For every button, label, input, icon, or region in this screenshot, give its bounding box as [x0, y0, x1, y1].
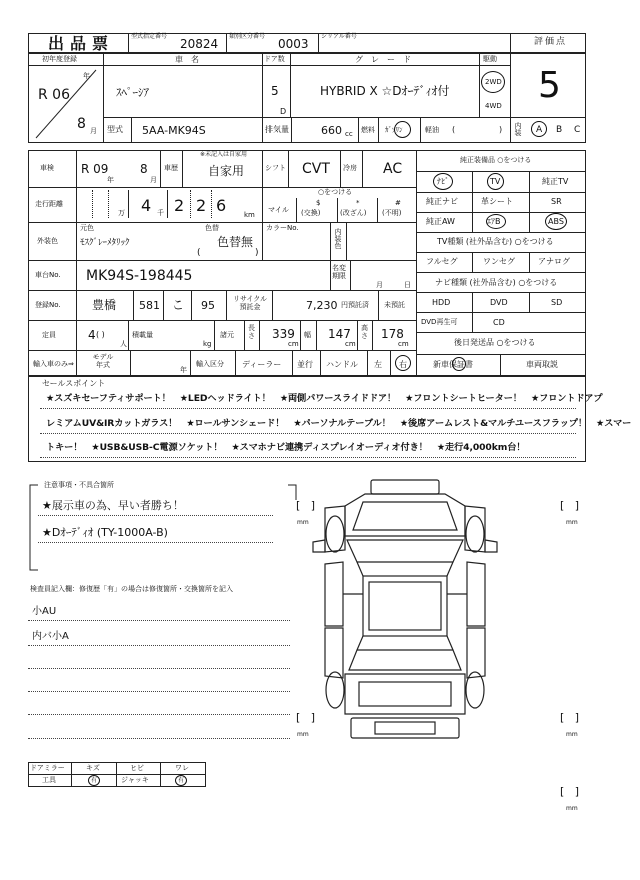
haba-label: 幅 [304, 331, 311, 339]
taka-value: 178 [381, 327, 404, 341]
heiko-label: 並行 [297, 360, 313, 369]
reibo-value: AC [383, 161, 403, 177]
teiin-label: 定員 [42, 331, 56, 339]
notes-line-1: ★展示車の為、早い者勝ち！ [42, 499, 184, 512]
legend-kogu-circle [88, 775, 100, 786]
naiso-b: B [556, 125, 563, 135]
katashiki-value: 20824 [180, 37, 219, 51]
odometer-tsukeru-note: ○をつける [318, 188, 353, 196]
kg-unit: kg [203, 340, 212, 348]
toroku-area: 豊橋 [92, 298, 117, 312]
dealer-label: ディーラー [242, 360, 282, 369]
kokan-symbol: $ [316, 199, 321, 207]
naisoshoku-label: 内装色 [334, 228, 342, 249]
shareki-label: 車歴 [164, 164, 178, 172]
equip-airbag: ｴｱB [487, 217, 501, 226]
shaken-month: 8 [140, 162, 148, 176]
shift-value: CVT [302, 161, 330, 177]
sales-point-line-2: レミアムUV&IRカットガラス！ ★ロールサンシェード！ ★パーソナルテーブル！ ★後席アームレスト&マルチユースフラップ！ ★スマー [46, 418, 632, 429]
equip-kawa-seat: 革シート [481, 197, 513, 206]
naga-value: 339 [272, 327, 295, 341]
dvd-playable-label: DVD再生可 [421, 318, 458, 326]
taka-label: 高さ [361, 324, 368, 340]
soko-label: 走行距離 [35, 200, 63, 208]
naiso-a: A [536, 125, 543, 135]
shadai-value: MK94S-198445 [86, 268, 193, 284]
shinsha-hosho-circle [452, 357, 466, 371]
first-reg-era: R 06 [38, 87, 70, 103]
haikiryo-value: 660 [321, 124, 342, 137]
equip-junsei-aw: 純正AW [426, 217, 455, 226]
haikiryo-label: 排気量 [265, 125, 289, 134]
navi-hdd: HDD [432, 298, 451, 307]
tv-oneseg: ワンセグ [483, 257, 515, 266]
migi-label: 右 [399, 360, 407, 369]
model-nen-unit: 年 [180, 366, 187, 374]
tv-types-title: TV種類 (社外品含む) ○をつける [437, 237, 554, 246]
tire-rl-mm: mm [297, 731, 309, 738]
inspector-title: 検査員記入欄：修復歴「有」の場合は修復箇所・交換箇所を記入 [30, 585, 233, 593]
equip-navi: ﾅﾋﾞ [437, 177, 449, 186]
man-unit: 万 [118, 209, 125, 217]
equip-junsei-navi: 純正ナビ [426, 197, 458, 206]
inspector-line-2: 内バ小A [32, 631, 69, 642]
toroku-num: 95 [201, 299, 215, 312]
sen-unit: 千 [157, 209, 164, 217]
meihen-label: 名変期限 [332, 264, 346, 281]
naga-unit: cm [288, 340, 299, 348]
notes-title: 注意事項・不具合箇所 [44, 481, 114, 489]
mile-label: マイル [268, 206, 289, 214]
legend-hibi: ヒビ [130, 764, 144, 772]
kaizan-label: (改ざん) [340, 209, 367, 217]
teiin-value: 4 [88, 328, 96, 342]
tv-analog: アナログ [538, 257, 570, 266]
door-suffix: D [280, 107, 287, 116]
yunyu-label: 輸入車のみ⇒ [33, 360, 74, 368]
fumei-symbol: # [395, 199, 401, 207]
soko-man-digit: 4 [141, 196, 152, 215]
navi-sd: SD [551, 298, 563, 307]
shamei-label: 車 名 [175, 55, 199, 64]
migi-circle [395, 355, 411, 371]
recycle-unit: 円預託済 [341, 301, 369, 309]
gasoline-label: ｶﾞｿﾘﾝ [385, 126, 403, 134]
drive-2wd-circle [481, 71, 505, 93]
equip-abs-circle [545, 213, 567, 230]
keiyu-label: 軽油 [425, 126, 439, 134]
equip-tv-circle [487, 173, 504, 190]
soko-digit-1: 2 [174, 196, 185, 215]
gaisoshoku-value: ﾓｽｸﾞﾚｰﾒﾀﾘｯｸ [80, 238, 130, 248]
shadai-label: 車台No. [35, 271, 61, 279]
first-reg-nen: 年 [83, 72, 90, 80]
reibo-label: 冷房 [343, 164, 357, 172]
haikiryo-unit: cc [345, 130, 353, 138]
legend-jack-circle [175, 775, 187, 786]
shift-label: シフト [265, 164, 286, 172]
toroku-kana: こ [172, 298, 185, 312]
shaken-label: 車検 [40, 164, 54, 172]
shareki-value: 自家用 [208, 164, 245, 178]
grade-value: HYBRID X ☆Dｵｰﾃﾞｨｵ付 [320, 84, 450, 98]
shinsha-hoshosho: 新車保証書 [433, 360, 473, 369]
fumei-label: (不明) [382, 209, 402, 217]
drive-2wd: 2WD [485, 78, 502, 86]
equip-tv: TV [490, 177, 501, 186]
navi-dvd: DVD [490, 298, 508, 307]
car-body-diagram [305, 478, 505, 748]
gasoline-circle [394, 121, 411, 138]
tire-fl-mm: mm [297, 519, 309, 526]
mitakuzumi-label: 未預託 [384, 301, 405, 309]
teiin-paren: ( ) [96, 330, 105, 339]
grade-label: グ レ ー ド [355, 55, 411, 64]
irokae-value: 色替無 [217, 235, 254, 249]
km-unit: km [244, 211, 255, 219]
sekisai-label: 積載量 [132, 331, 153, 339]
katashiki2-value: 5AA-MK94S [142, 124, 206, 137]
ruibetsu-value: 0003 [278, 37, 309, 51]
legend-jack: ジャッキ [121, 776, 149, 784]
naiso-a-circle [531, 121, 547, 137]
navi-types-title: ナビ種類 (社外品含む) ○をつける [435, 278, 558, 287]
legend-kizu: キズ [86, 764, 100, 772]
yunyu-kubun-label: 輸入区分 [196, 360, 224, 368]
legend-kogu: 工具 [42, 776, 56, 784]
tire-fr-bracket: [ ] [560, 499, 580, 512]
soko-digit-2: 2 [196, 196, 207, 215]
meihen-nichi: 日 [404, 281, 411, 289]
door-value: 5 [271, 84, 279, 98]
hyoka-value: 5 [538, 65, 561, 106]
legend-kogu-ari: 有 [91, 777, 98, 784]
tire-rl-bracket: [ ] [296, 711, 316, 724]
recycle-label: リサイクル預託金 [232, 295, 268, 312]
hyoka-label: 評価点 [534, 37, 568, 47]
tire-fl-bracket: [ ] [296, 499, 316, 512]
naiso-label: 内装 [514, 122, 522, 136]
first-reg-label: 初年度登録 [42, 55, 77, 63]
equip-airbag-circle [486, 214, 506, 229]
equip-navi-circle [433, 173, 453, 190]
tire-fr-mm: mm [566, 519, 578, 526]
kouhi-title: 後日発送品 ○をつける [454, 338, 536, 347]
toroku-class: 581 [139, 299, 160, 312]
meihen-tsuki: 月 [376, 281, 383, 289]
color-no-label: カラーNo. [266, 224, 299, 232]
naga-label: 長さ [248, 324, 255, 340]
notes-line-2: ★Dｵｰﾃﾞｨｵ (TY-1000A-B) [42, 526, 168, 539]
sales-points-title: セールスポイント [42, 379, 106, 388]
shamei-value: ｽﾍﾟｰｼｱ [116, 86, 149, 99]
tire-spare-bracket: [ ] [560, 785, 580, 798]
equip-junsei-tv: 純正TV [542, 177, 569, 186]
haba-value: 147 [328, 327, 351, 341]
inspector-line-1: 小AU [32, 606, 57, 617]
katashiki2-label: 型式 [107, 125, 123, 134]
drive-label: 駆動 [483, 55, 497, 63]
equip-abs: ABS [548, 217, 564, 226]
naiso-c: C [574, 125, 581, 135]
motoiro-label: 元色 [80, 224, 94, 232]
first-reg-tsuki: 月 [90, 127, 97, 135]
nin-unit: 人 [120, 340, 127, 348]
taka-unit: cm [398, 340, 409, 348]
serial-label: シリアル番号 [321, 33, 357, 40]
drive-4wd: 4WD [485, 102, 502, 110]
haba-unit: cm [345, 340, 356, 348]
kokan-label: (交換) [301, 209, 321, 217]
nenryo-label: 燃料 [361, 126, 375, 134]
shaken-tsuki: 月 [150, 176, 157, 184]
shaken-era: R 09 [81, 162, 109, 176]
toroku-label: 登録No. [35, 301, 61, 309]
model-nen-label: モデル年式 [92, 353, 114, 370]
cd-label: CD [493, 318, 505, 327]
shareki-note: ※未記入は自家用 [200, 151, 248, 158]
equipment-title: 純正装備品 ○をつける [460, 156, 532, 164]
legend-ware: ワレ [175, 764, 189, 772]
katashiki-label: 型式指定番号 [131, 33, 168, 40]
sales-point-line-3: トキー！ ★USB&USB-C電源ソケット！ ★スマホナビ連携ディスプレイオーディオ付き！ ★走行4,000km台！ [46, 442, 526, 453]
door-label: ドア数 [264, 55, 285, 63]
shaken-nen: 年 [107, 176, 114, 184]
kaizan-symbol: * [356, 199, 360, 207]
shokuban-label: 色替 [205, 224, 219, 232]
handle-label: ハンドル [326, 360, 358, 369]
recycle-value: 7,230 [306, 299, 338, 312]
tv-fullseg: フルセグ [426, 257, 458, 266]
tire-spare-mm: mm [566, 805, 578, 812]
gaisoshoku-label: 外装色 [37, 237, 58, 245]
sales-point-line-1: ★スズキセーフティサポート！ ★LEDヘッドライト！ ★両側パワースライドドア！ ★フロントシートヒーター！ ★フロントドアプ [46, 393, 603, 404]
shoshu-label: 諸元 [220, 331, 234, 339]
sharyo-torisetsu: 車両取説 [526, 360, 558, 369]
first-reg-month: 8 [77, 116, 86, 132]
soko-digit-3: 6 [216, 196, 227, 215]
tire-rr-mm: mm [566, 731, 578, 738]
ruibetsu-label: 類別区分番号 [229, 33, 266, 40]
page-title: 出品票 [48, 34, 115, 53]
legend-doormirror: ドアミラー [30, 764, 65, 772]
tire-rr-bracket: [ ] [560, 711, 580, 724]
equip-sr: SR [551, 197, 562, 206]
legend-jack-ari: 有 [178, 777, 185, 784]
hidari-label: 左 [374, 360, 382, 369]
